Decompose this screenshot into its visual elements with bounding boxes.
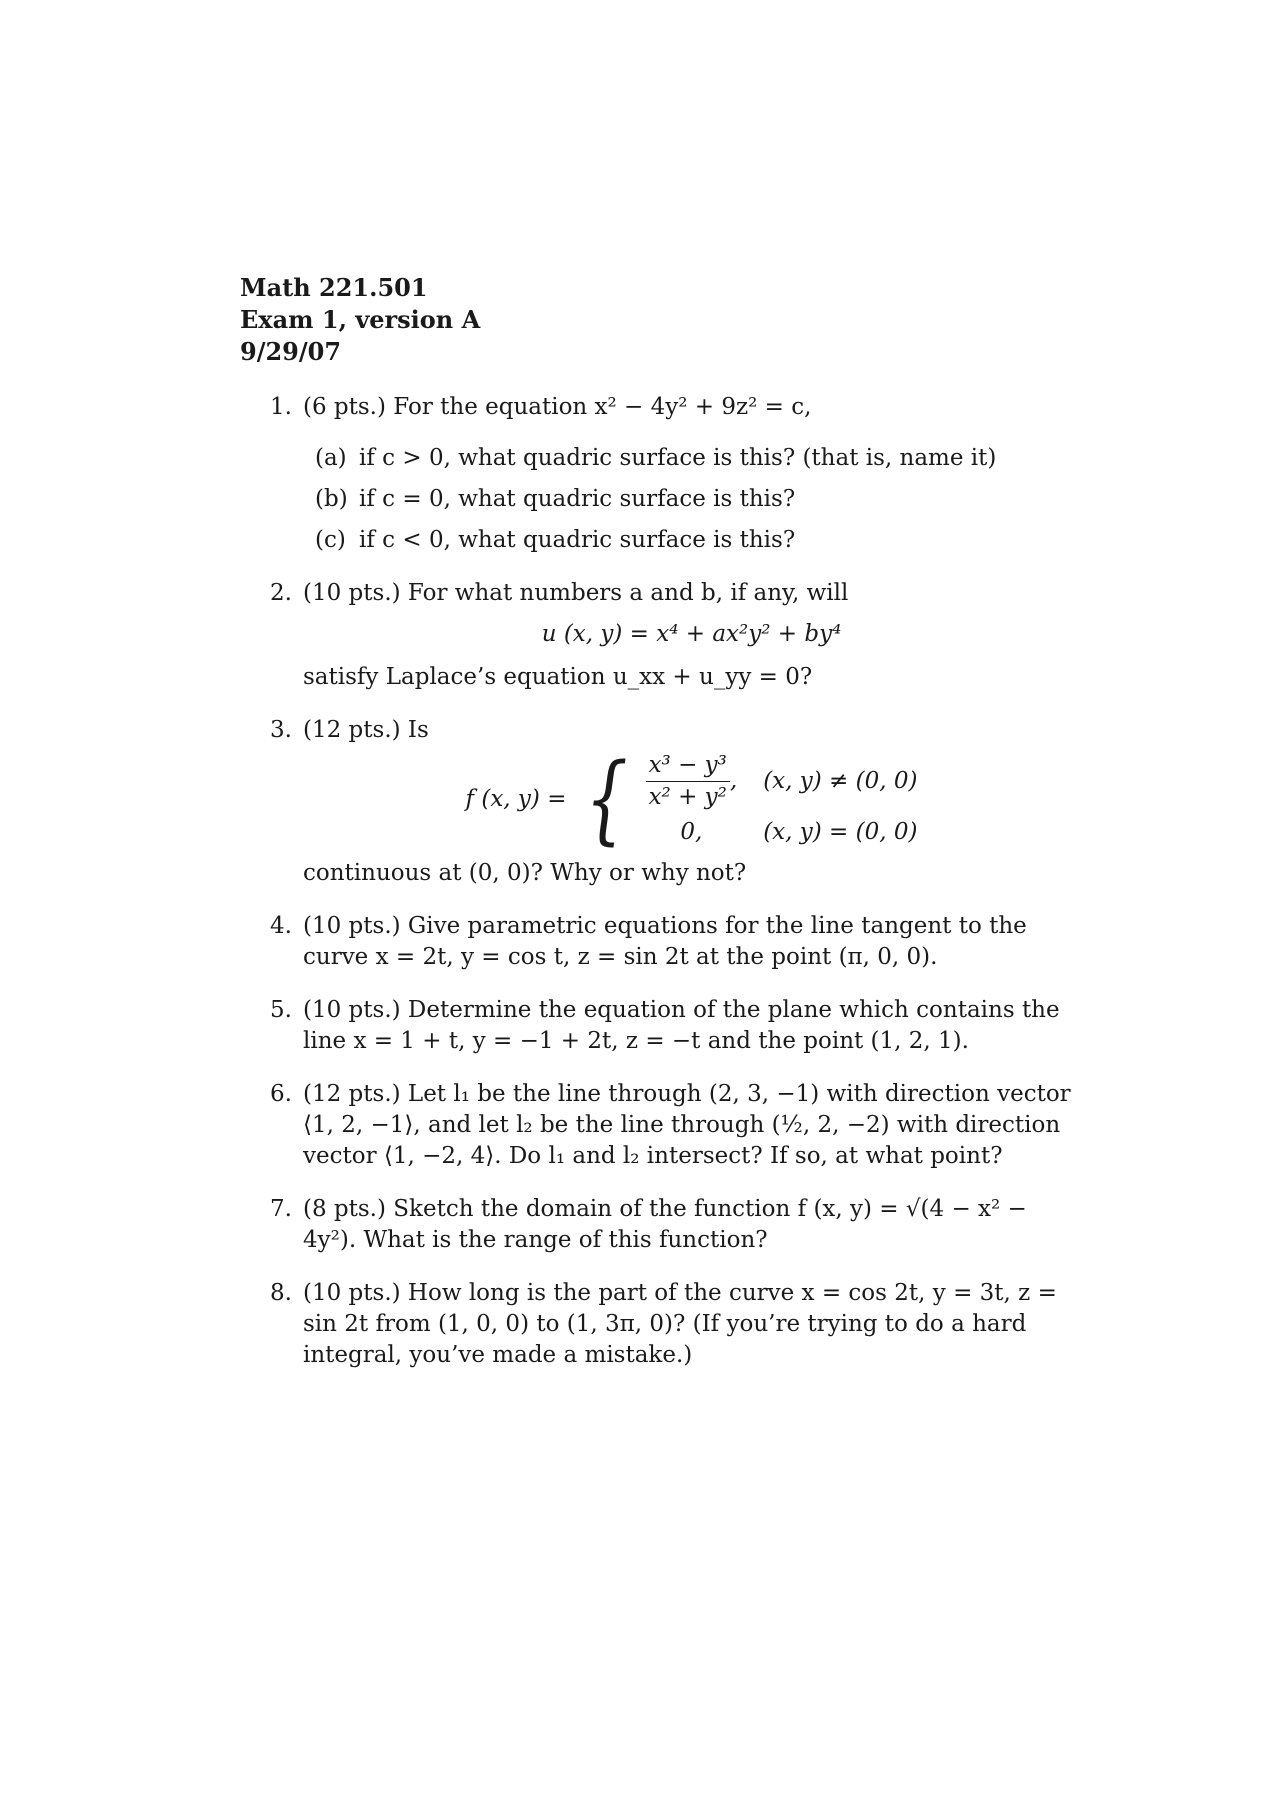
problem-8-text: (10 pts.) How long is the part of the curve x = cos 2t, y = 3t, z = sin 2t from (1, 0, 0) to (1, 3π, 0)? (If you’re trying to do a hard integral, you’ve made a mistake.) xyxy=(303,1280,1057,1368)
problem-1-intro: (6 pts.) For the equation x² − 4y² + 9z² = c, xyxy=(303,394,812,420)
exam-version: Exam 1, version A xyxy=(240,305,481,334)
case-2-condition: (x, y) = (0, 0) xyxy=(763,819,918,845)
part-text: if c > 0, what quadric surface is this? (that is, name it) xyxy=(359,445,997,471)
problem-1-parts xyxy=(303,443,1080,556)
problem-number: 3. xyxy=(270,717,292,743)
problem-6 xyxy=(270,1079,1080,1172)
part-text: if c < 0, what quadric surface is this? xyxy=(359,527,796,553)
problem-number: 2. xyxy=(270,580,292,606)
problem-1 xyxy=(270,392,1080,556)
problem-4 xyxy=(270,911,1080,973)
problem-list xyxy=(270,392,1080,1393)
problem-2-intro: (10 pts.) For what numbers a and b, if any, will xyxy=(303,580,849,606)
problem-number: 5. xyxy=(270,997,292,1023)
fraction-numerator: x³ − y³ xyxy=(646,750,730,782)
problem-5-text: (10 pts.) Determine the equation of the plane which contains the line x = 1 + t, y = −1 + 2t, z = −t and the point (1, 2, 1). xyxy=(303,997,1060,1054)
fraction xyxy=(646,750,730,813)
exam-header xyxy=(240,272,480,368)
problem-number: 1. xyxy=(270,394,292,420)
problem-2-equation: u (x, y) = x⁴ + ax²y² + by⁴ xyxy=(541,621,842,647)
case-1-value: $\frac{\text{x³ − y³}}{\text{x² + y²}}$ , xyxy=(646,750,738,813)
problem-number: 4. xyxy=(270,913,292,939)
problem-number: 7. xyxy=(270,1196,292,1222)
problem-4-text: (10 pts.) Give parametric equations for the line tangent to the curve x = 2t, y = cos t, z = sin 2t at the point (π, 0, 0). xyxy=(303,913,1027,970)
problem-1-part-a xyxy=(315,443,1080,474)
case-2-value: 0, xyxy=(680,819,703,845)
problem-6-text: (12 pts.) Let l₁ be the line through (2, 3, −1) with direction vector ⟨1, 2, −1⟩, and let l₂ be the line through (½, 2, −2) with direction vector ⟨1, −2, 4⟩. Do l₁ and l₂ intersect? If so, at what point? xyxy=(303,1081,1071,1169)
problem-2-question: satisfy Laplace’s equation u_xx + u_yy = 0? xyxy=(303,664,813,690)
problem-8 xyxy=(270,1278,1080,1371)
case-1-condition: (x, y) ≠ (0, 0) xyxy=(763,768,918,794)
part-label: (c) xyxy=(315,527,346,553)
function-lhs: f (x, y) = xyxy=(465,785,567,812)
problem-3-intro: (12 pts.) Is xyxy=(303,717,429,743)
problem-3-question: continuous at (0, 0)? Why or why not? xyxy=(303,860,747,886)
problem-1-part-c xyxy=(315,525,1080,556)
fraction-denominator: x² + y² xyxy=(648,784,727,810)
problem-5 xyxy=(270,995,1080,1057)
part-label: (a) xyxy=(315,445,347,471)
piecewise-function xyxy=(303,743,1080,855)
problem-number: 6. xyxy=(270,1081,292,1107)
cases-table xyxy=(646,750,918,848)
part-text: if c = 0, what quadric surface is this? xyxy=(359,486,796,512)
problem-3 xyxy=(270,715,1080,889)
problem-1-part-b xyxy=(315,484,1080,515)
course-title: Math 221.501 xyxy=(240,273,428,302)
problem-number: 8. xyxy=(270,1280,292,1306)
problem-7-text: (8 pts.) Sketch the domain of the function f (x, y) = √(4 − x² − 4y²). What is the range of this function? xyxy=(303,1196,1027,1253)
left-brace: { xyxy=(585,743,629,855)
problem-7 xyxy=(270,1194,1080,1256)
exam-date: 9/29/07 xyxy=(240,337,342,366)
part-label: (b) xyxy=(315,486,348,512)
problem-2 xyxy=(270,578,1080,693)
